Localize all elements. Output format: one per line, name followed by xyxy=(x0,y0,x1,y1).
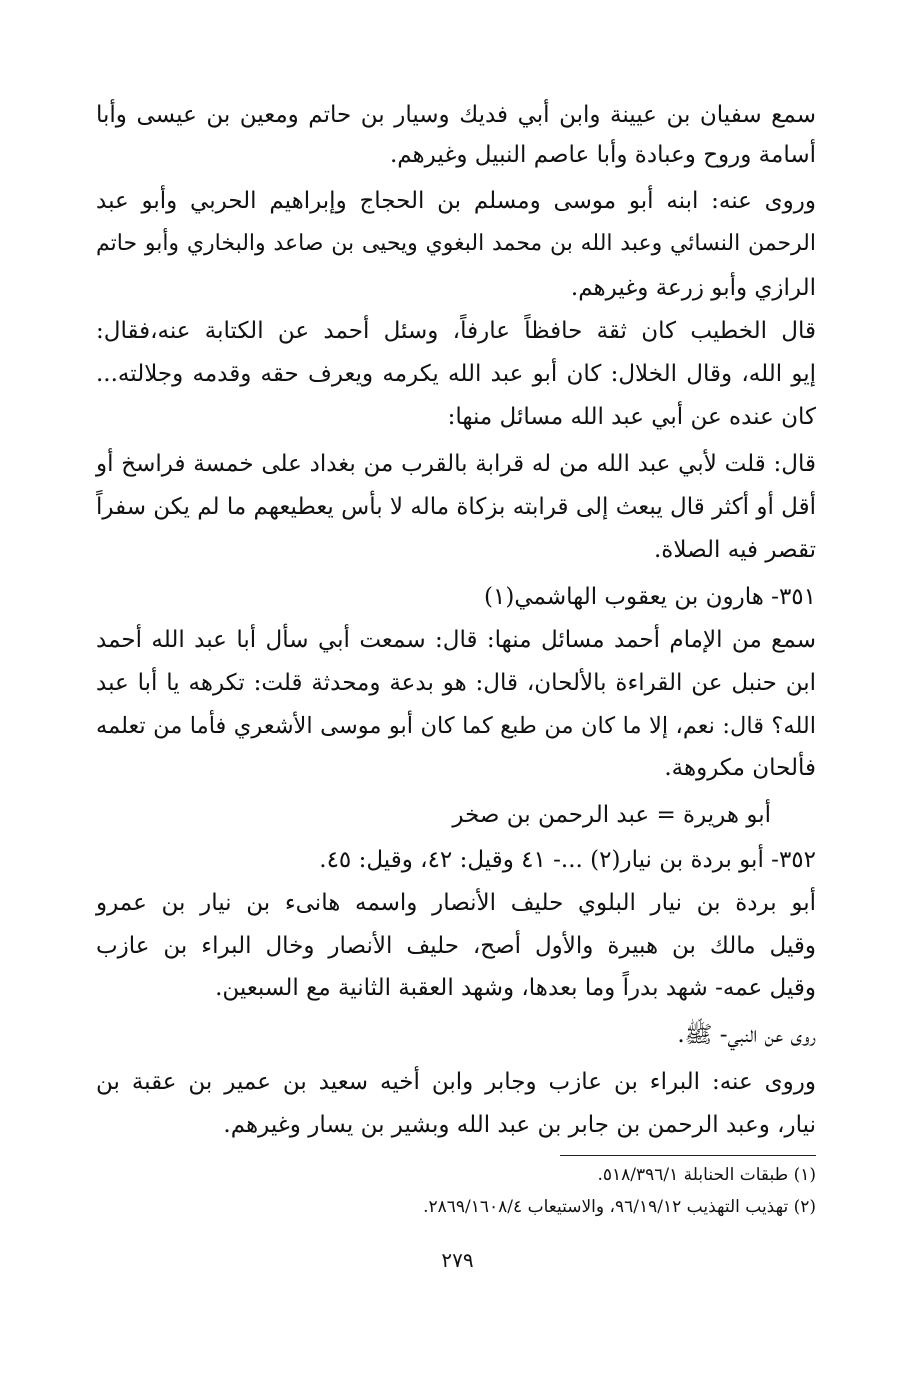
cross-reference: أبو هريرة = عبد الرحمن بن صخر xyxy=(452,802,771,828)
text-line: قال: قلت لأبي عبد الله من له قرابة بالقرب من بغداد على خمسة فراسخ أو xyxy=(96,451,816,477)
text-line: وروى عنه: ابنه أبو موسى ومسلم بن الحجاج وإبراهيم الحربي وأبو عبد xyxy=(96,188,816,214)
text-line: الله؟ قال: نعم، إلا ما كان من طبع كما كان أبو موسى الأشعري فأما من تعلمه xyxy=(96,713,816,739)
page-number: ٢٧٩ xyxy=(441,1248,474,1272)
text-line: إيو الله، وقال الخلال: كان أبو عبد الله يكرمه ويعرف حقه وقدمه وجلالته... xyxy=(96,361,816,387)
text-line: قال الخطيب كان ثقة حافظاً عارفاً، وسئل أحمد عن الكتابة عنه،فقال: xyxy=(96,318,816,344)
text-line: وقيل عمه- شهد بدراً وما بعدها، وشهد العقبة الثانية مع السبعين. xyxy=(215,975,816,1001)
text-line: سمع من الإمام أحمد مسائل منها: قال: سمعت أبي سأل أبا عبد الله أحمد xyxy=(96,627,816,653)
text-line: روى عن النبي- ﷺ. xyxy=(677,1022,816,1048)
text-line: فألحان مكروهة. xyxy=(664,755,816,781)
text-line: الرحمن النسائي وعبد الله بن محمد البغوي ويحيى بن صاعد والبخاري وأبو حاتم xyxy=(96,231,816,256)
footnote-divider xyxy=(560,1155,816,1156)
text-line: الرازي وأبو زرعة وغيرهم. xyxy=(570,275,816,301)
text-line: أقل أو أكثر قال يبعث إلى قرابته بزكاة ماله لا بأس يعطيعهم ما لم يكن سفراً xyxy=(96,494,816,520)
text-line: كان عنده عن أبي عبد الله مسائل منها: xyxy=(447,404,816,430)
text-line: سمع سفيان بن عيينة وابن أبي فديك وسيار بن حاتم ومعين بن عيسى وأبا xyxy=(96,102,816,128)
text-line: وروى عنه: البراء بن عازب وجابر وابن أخيه سعيد بن عمير بن عقبة بن xyxy=(96,1069,816,1095)
entry-heading: ٣٥١- هارون بن يعقوب الهاشمي(١) xyxy=(484,584,816,610)
footnote: (٢) تهذيب التهذيب ٩٦/١٩/١٢، والاستيعاب ٢٨٦٩/١٦٠٨/٤. xyxy=(423,1197,816,1217)
entry-heading: ٣٥٢- أبو بردة بن نيار(٢) ...- ٤١ وقيل: ٤٢، وقيل: ٤٥. xyxy=(319,847,816,873)
text-line: نيار، وعبد الرحمن بن جابر بن عبد الله وبشير بن يسار وغيرهم. xyxy=(223,1112,816,1138)
text-line: أبو بردة بن نيار البلوي حليف الأنصار واسمه هانىء بن نيار بن عمرو xyxy=(96,890,816,916)
text-line: تقصر فيه الصلاة. xyxy=(654,537,816,563)
text-line: وقيل مالك بن هبيرة والأول أصح، حليف الأنصار وخال البراء بن عازب xyxy=(96,933,816,959)
footnote: (١) طبقات الحنابلة ٥١٨/٣٩٦/١. xyxy=(597,1165,816,1185)
text-line: أسامة وروح وعبادة وأبا عاصم النبيل وغيرهم. xyxy=(389,142,816,168)
text-line: ابن حنبل عن القراءة بالألحان، قال: هو بدعة ومحدثة قلت: تكرهه يا أبا عبد xyxy=(96,670,816,696)
